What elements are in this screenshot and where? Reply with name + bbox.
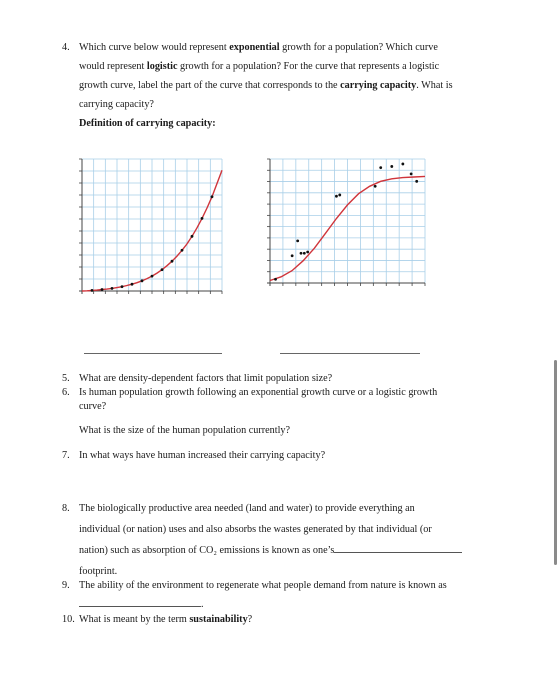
question-text: What is the size of the human population currently? [79, 425, 291, 436]
data-point [303, 252, 306, 255]
question-number: 7. [62, 450, 70, 461]
logistic-growth-graph [266, 155, 429, 297]
question-number: 5. [62, 373, 70, 384]
question-text: What are density-dependent factors that limit population size? [79, 373, 333, 384]
data-point [181, 249, 184, 252]
scrollbar[interactable] [554, 360, 557, 565]
bold-term-sustainability: sustainability [189, 614, 248, 625]
question-4 [62, 38, 532, 128]
answer-row: . [79, 595, 204, 614]
data-point [171, 260, 174, 263]
answer-line-graph-1[interactable] [84, 353, 222, 354]
question-text: would represent logistic growth for a population? For the curve that represents a logistic [79, 61, 440, 72]
data-point [296, 239, 299, 242]
data-point [390, 165, 393, 168]
bold-term-carrying-capacity: carrying capacity [340, 80, 417, 91]
question-text: nation) such as absorption of CO₂ emissions is known as one’s [79, 540, 462, 561]
data-point [291, 254, 294, 257]
definition-label: Definition of carrying capacity: [79, 118, 216, 129]
question-number: 9. [62, 580, 70, 591]
data-point [410, 172, 413, 175]
answer-line-graph-2[interactable] [280, 353, 420, 354]
data-point [415, 180, 418, 183]
question-number: 10. [62, 614, 75, 625]
sub-question-population-size [62, 421, 532, 440]
data-point [274, 278, 277, 281]
bold-term-logistic: logistic [146, 61, 178, 72]
bold-term-exponential: exponential [229, 42, 280, 53]
data-point [141, 279, 144, 282]
data-point [131, 283, 134, 286]
question-number: 6. [62, 387, 70, 398]
question-text: Which curve below would represent exponential growth for a population? Which curve [79, 42, 438, 53]
question-text: The ability of the environment to regenerate what people demand from nature is known as [79, 580, 447, 591]
data-point [101, 288, 104, 291]
data-point [306, 251, 309, 254]
data-point [211, 195, 214, 198]
question-text: curve? [79, 401, 107, 412]
data-point [335, 195, 338, 198]
question-number: 8. [62, 503, 70, 514]
question-text: growth curve, label the part of the curve that corresponds to the carrying capacity. What is [79, 80, 453, 91]
question-text: individual (or nation) uses and also absorbs the wastes generated by that individual (or [79, 524, 432, 535]
question-number: 4. [62, 42, 70, 53]
data-point [91, 289, 94, 292]
data-point [401, 163, 404, 166]
data-point [111, 287, 114, 290]
question-text: In what ways have human increased their carrying capacity? [79, 450, 326, 461]
data-point [379, 166, 382, 169]
data-point [151, 275, 154, 278]
data-point [161, 268, 164, 271]
data-point [338, 194, 341, 197]
question-7 [62, 446, 532, 465]
data-point [374, 185, 377, 188]
data-point [191, 235, 194, 238]
question-6 [62, 383, 532, 417]
question-text: carrying capacity? [79, 99, 154, 110]
exponential-growth-graph [78, 155, 226, 297]
data-point [201, 217, 204, 220]
question-text: The biologically productive area needed (land and water) to provide everything an [79, 503, 415, 514]
answer-blank-biocapacity[interactable] [79, 606, 201, 607]
answer-blank-footprint[interactable] [334, 552, 462, 553]
question-text: What is meant by the term sustainability? [79, 614, 253, 625]
data-point [121, 285, 124, 288]
data-point [300, 252, 303, 255]
question-text: footprint. [79, 566, 118, 577]
question-8 [62, 498, 532, 582]
question-10 [62, 610, 532, 629]
question-text: Is human population growth following an exponential growth curve or a logistic growth [79, 387, 438, 398]
